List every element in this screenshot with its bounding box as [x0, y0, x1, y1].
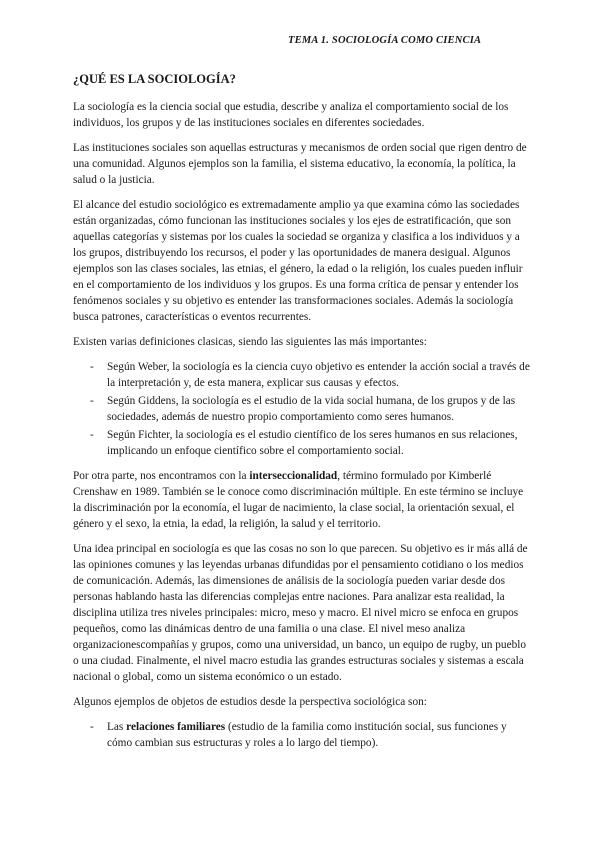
list-item	[73, 393, 530, 425]
examples-list	[73, 719, 530, 751]
example-text-before: Las	[107, 721, 127, 733]
example-term: relaciones familiares	[126, 721, 226, 733]
paragraph-scope: El alcance del estudio sociológico es extremadamente amplio ya que examina cómo las sociedades están organizadas, cómo funcionan las instituciones sociales y los ejes de estratificación, que son aquellas categorías y sistemas por los cuales la sociedad se organiza y clasifica a los individuos y a los grupos, distribuyendo los recursos, el poder y las oportunidades de manera desigual. Algunos ejemplos son las clases sociales, las etnias, el género, la edad o la religión, los cuales pueden influir en el comportamiento de los individuos y los grupos. Es una forma crítica de pensar y entender los fenómenos sociales y su objetivo es entender las transformaciones sociales. Además la sociología busca patrones, características o eventos recurrentes.	[73, 199, 523, 323]
bullet-dash: -	[90, 395, 94, 407]
paragraph-examples-intro: Algunos ejemplos de objetos de estudios desde la perspectiva sociológica son:	[73, 696, 427, 708]
example-text-after: (estudio de la familia como institución social, sus funciones y cómo cambian sus estructuras y roles a lo largo del tiempo).	[107, 721, 507, 749]
paragraph-levels: Una idea principal en sociología es que las cosas no son lo que parecen. Su objetivo es ir más allá de las opiniones comunes y las leyendas urbanas difundidas por el pensamiento cotidiano o los medios de comunicación. Además, las dimensiones de análisis de la sociología pueden variar desde dos personas hablando hasta las diferencias complejas entre naciones. Para analizar esta realidad, la disciplina utiliza tres niveles principales: micro, meso y macro. El nivel micro se enfoca en grupos pequeños, como las dinámicas dentro de una familia o una clase. El nivel meso analiza organizacionescompañías y grupos, como una universidad, un banco, un equipo de rugby, un pueblo o una ciudad. Finalmente, el nivel macro estudia las grandes estructuras sociales y sistemas a escala nacional o global, como un sistema económico o un estado.	[73, 543, 528, 683]
document-body	[73, 72, 530, 760]
paragraph-institutions: Las instituciones sociales son aquellas estructuras y mecanismos de orden social que rigen dentro de una comunidad. Algunos ejemplos son la familia, el sistema educativo, la economía, la política, la salud o la justicia.	[73, 142, 527, 186]
paragraph-intersectionality	[73, 468, 530, 532]
intersectionality-text-before: Por otra parte, nos encontramos con la	[73, 470, 250, 482]
bullet-dash: -	[90, 429, 94, 441]
page-header-title: TEMA 1. SOCIOLOGÍA COMO CIENCIA	[288, 35, 482, 46]
intersectionality-text-after: , término formulado por Kimberlé Crenshaw en 1989. También se le conoce como discriminación múltiple. En este término se incluye la discriminación por la economía, el lugar de nacimiento, la clase social, la orientación sexual, el género y el sexo, la etnia, la edad, la religión, la salud y el territorio.	[73, 470, 524, 530]
intersectionality-term: interseccionalidad	[249, 470, 338, 482]
paragraph-definition: La sociología es la ciencia social que estudia, describe y analiza el comportamiento social de los individuos, los grupos y de las instituciones sociales en diferentes sociedades.	[73, 101, 509, 129]
section-heading: ¿QUÉ ES LA SOCIOLOGÍA?	[73, 72, 236, 86]
example-family-relations	[107, 721, 507, 749]
definition-giddens: Según Giddens, la sociología es el estudio de la vida social humana, de los grupos y de las sociedades, además de nuestro propio comportamiento como seres humanos.	[107, 395, 516, 423]
list-item	[73, 719, 530, 751]
bullet-dash: -	[90, 361, 94, 373]
definition-fichter: Según Fichter, la sociología es el estudio científico de los seres humanos en sus relaciones, implicando un enfoque científico sobre el comportamiento social.	[107, 429, 518, 457]
list-item	[73, 359, 530, 391]
definition-weber: Según Weber, la sociología es la ciencia cuyo objetivo es entender la acción social a través de la interpretación y, de esta manera, explicar sus causas y efectos.	[107, 361, 530, 389]
list-item	[73, 427, 530, 459]
bullet-dash: -	[90, 721, 94, 733]
definitions-list	[73, 359, 530, 459]
paragraph-definitions-intro: Existen varias definiciones clasicas, siendo las siguientes las más importantes:	[73, 336, 427, 348]
